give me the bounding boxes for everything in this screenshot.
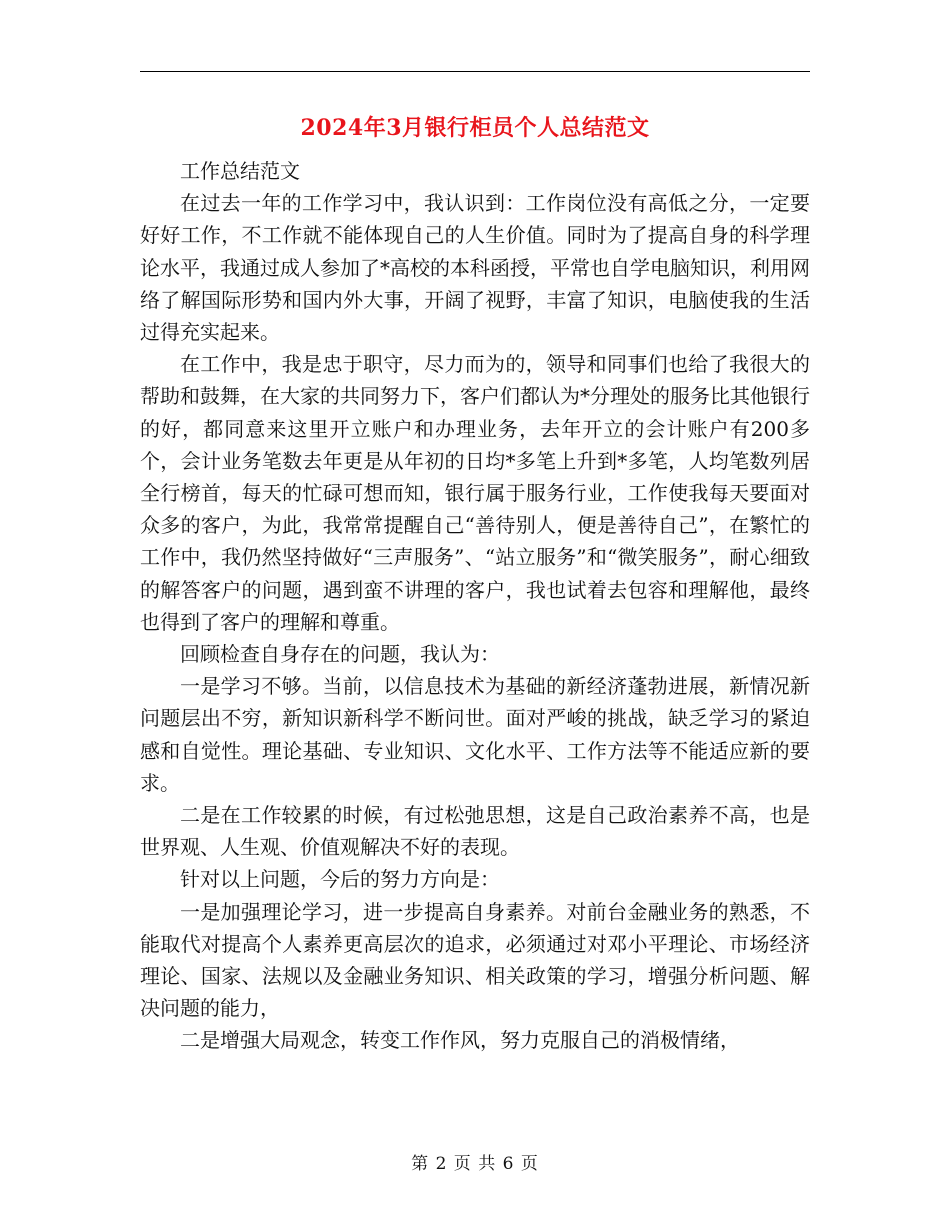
paragraph: 在过去一年的工作学习中，我认识到：工作岗位没有高低之分，一定要好好工作，不工作就不能体现自己的人生价值。同时为了提高自身的科学理论水平，我通过成人参加了*高校的本科函授，平常也自学电脑知识，利用网络了解国际形势和国内外大事，开阔了视野，丰富了知识，电脑使我的生活过得充实起来。 <box>140 191 810 345</box>
document-body <box>140 155 810 1057</box>
paragraph: 一是加强理论学习，进一步提高自身素养。对前台金融业务的熟悉，不能取代对提高个人素养更高层次的追求，必须通过对邓小平理论、市场经济理论、国家、法规以及金融业务知识、相关政策的学习，增强分析问题、解决问题的能力， <box>140 899 810 1021</box>
paragraph: 在工作中，我是忠于职守，尽力而为的，领导和同事们也给了我很大的帮助和鼓舞，在大家的共同努力下，客户们都认为*分理处的服务比其他银行的好，都同意来这里开立账户和办理业务，去年开立的会计账户有200多个，会计业务笔数去年更是从年初的日均*多笔上升到*多笔，人均笔数列居全行榜首，每天的忙碌可想而知，银行属于服务行业，工作使我每天要面对众多的客户，为此，我常常提醒自己“善待别人，便是善待自己”，在繁忙的工作中，我仍然坚持做好“三声服务”、“站立服务”和“微笑服务”，耐心细致的解答客户的问题，遇到蛮不讲理的客户，我也试着去包容和理解他，最终也得到了客户的理解和尊重。 <box>140 352 810 634</box>
page-number-footer: 第 2 页 共 6 页 <box>411 1154 539 1174</box>
paragraph: 回顾检查自身存在的问题，我认为： <box>180 642 500 667</box>
paragraph: 二是在工作较累的时候，有过松弛思想，这是自己政治素养不高，也是世界观、人生观、价值观解决不好的表现。 <box>140 803 810 860</box>
paragraph: 二是增强大局观念，转变工作作风，努力克服自己的消极情绪， <box>180 1028 740 1053</box>
paragraph: 一是学习不够。当前，以信息技术为基础的新经济蓬勃进展，新情况新问题层出不穷，新知识新科学不断问世。面对严峻的挑战，缺乏学习的紧迫感和自觉性。理论基础、专业知识、文化水平、工作方法等不能适应新的要求。 <box>140 674 810 795</box>
paragraph: 针对以上问题，今后的努力方向是： <box>180 867 500 892</box>
document-title: 2024年3月银行柜员个人总结范文 <box>300 115 650 141</box>
header-rule <box>140 71 810 72</box>
paragraph: 工作总结范文 <box>180 159 300 183</box>
